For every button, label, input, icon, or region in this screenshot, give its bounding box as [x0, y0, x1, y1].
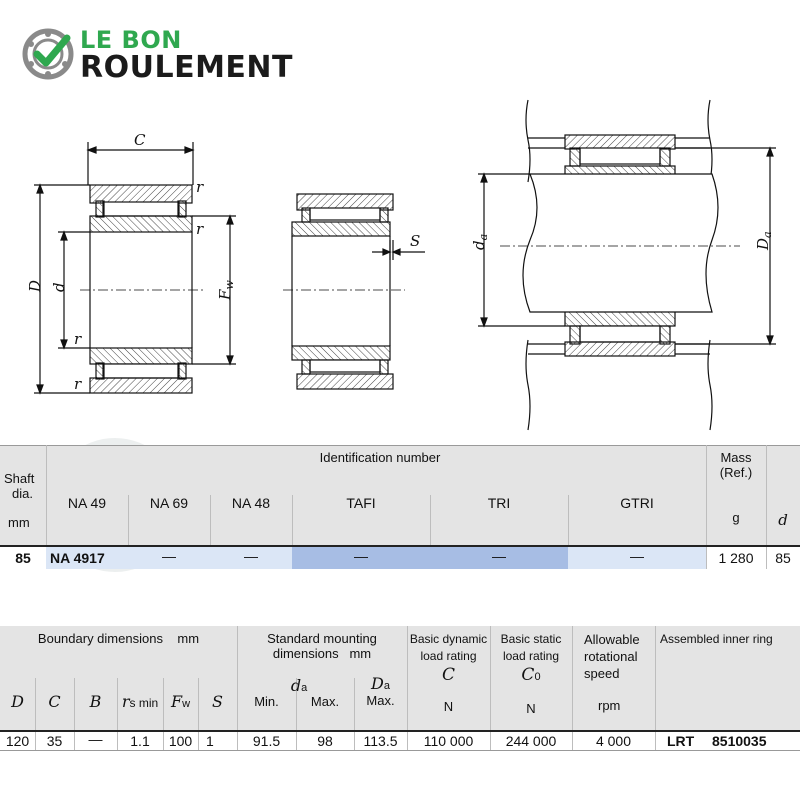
mass-header: Mass (Ref.) g [719, 450, 753, 525]
boundary-header: Boundary dimensions mm [37, 631, 200, 646]
inner-ring-header: Assembled inner ring [660, 632, 773, 646]
mounting-header: Standard mounting dimensions mm [267, 631, 377, 661]
value-speed: 4 000 [595, 733, 632, 749]
bearing-technical-drawings [0, 90, 800, 440]
series-na49: NA 49 [67, 495, 107, 511]
gtri-value: — [630, 548, 644, 564]
col-da-max: Max. [310, 694, 340, 709]
col-rs-min: rs min [121, 692, 159, 711]
col-C: C [48, 692, 61, 711]
identification-table [0, 445, 800, 571]
na49-value: NA 4917 [50, 550, 105, 566]
tri-value: — [492, 548, 506, 564]
value-B: — [88, 731, 103, 747]
na48-value: — [244, 548, 258, 564]
value-Fw: 100 [168, 733, 193, 749]
value-static-load: 244 000 [505, 733, 557, 749]
brand-line-1: LE BON [80, 26, 182, 54]
label-r: r [74, 330, 82, 348]
label-S: S [410, 232, 421, 250]
series-tafi: TAFI [346, 495, 376, 511]
value-D: 120 [5, 733, 30, 749]
inner-ring-prefix: LRT [667, 733, 695, 749]
col-da-min: Min. [254, 694, 279, 709]
dimensions-table [0, 626, 800, 752]
tafi-value: — [354, 548, 368, 564]
label-Fw: $F_w$ [216, 280, 236, 300]
value-da-min: 91.5 [252, 733, 281, 749]
label-r: r [74, 375, 82, 393]
col-D: D [11, 692, 24, 711]
identification-header: Identification number [319, 450, 441, 465]
d-value: 85 [775, 550, 791, 566]
label-C: C [134, 131, 146, 149]
value-dynamic-load: 110 000 [423, 733, 474, 749]
bearing-section-drawing [34, 142, 236, 393]
label-Da: $D_a$ [754, 231, 774, 250]
col-Da: Da Max. [366, 674, 395, 708]
brand-logo [22, 26, 312, 86]
series-na48: NA 48 [231, 495, 271, 511]
shaft-label: Shaft dia. mm [4, 471, 35, 530]
bearing-offset-drawing [283, 194, 425, 389]
inner-ring-code: 8510035 [712, 733, 767, 749]
value-S: 1 [206, 733, 214, 749]
label-D: D [26, 279, 44, 292]
static-load-header: Basic static load rating C0 N [500, 632, 562, 716]
series-na69: NA 69 [149, 495, 189, 511]
col-Fw: Fw [170, 692, 191, 711]
speed-header: Allowable rotational speed rpm [584, 632, 640, 713]
series-gtri: GTRI [620, 495, 654, 511]
brand-line-2: ROULEMENT [80, 50, 293, 85]
label-r: r [196, 220, 204, 238]
mounting-drawing [478, 100, 776, 430]
dynamic-load-header: Basic dynamic load rating C N [409, 632, 488, 714]
value-Da-max: 113.5 [363, 733, 398, 749]
bearing-check-icon [22, 28, 74, 80]
shaft-value: 85 [15, 550, 31, 566]
label-da: $d_a$ [470, 233, 490, 250]
label-d: d [50, 282, 68, 292]
mass-value: 1 280 [718, 550, 754, 566]
value-da-max: 98 [317, 733, 333, 749]
col-S: S [212, 692, 223, 711]
label-r: r [196, 178, 204, 196]
value-rs: 1.1 [130, 733, 150, 749]
col-B: B [89, 692, 102, 711]
series-tri: TRI [487, 495, 511, 511]
na69-value: — [162, 548, 176, 564]
value-C: 35 [46, 733, 63, 749]
d-header: d [778, 511, 788, 529]
col-da: da [290, 676, 308, 695]
